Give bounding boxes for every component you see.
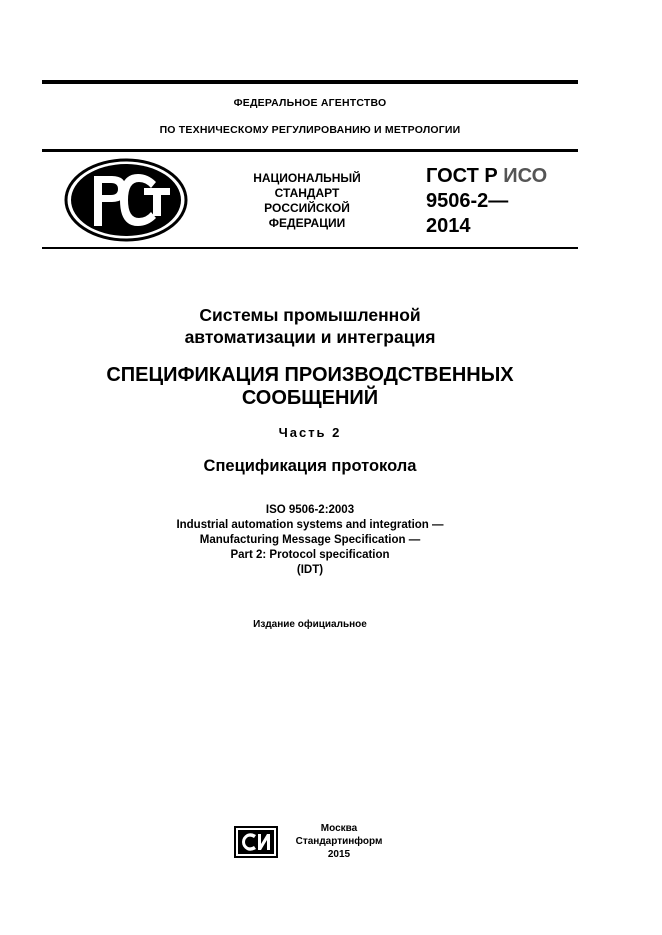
national-line-2: СТАНДАРТ [274, 186, 340, 200]
top-thick-rule [42, 80, 578, 84]
iso-line-4: Part 2: Protocol specification [230, 549, 390, 561]
main-title-line-2: СООБЩЕНИЙ [241, 387, 379, 409]
title-line-2: автоматизации и интеграция [184, 327, 436, 347]
edition-label: Издание официальное [253, 619, 367, 630]
main-title-line-1: СПЕЦИФИКАЦИЯ ПРОИЗВОДСТВЕННЫХ [106, 364, 514, 386]
title-line-1: Системы промышленной [199, 305, 421, 325]
code-iso: ИСО [503, 165, 548, 187]
iso-line-3: Manufacturing Message Specification — [199, 534, 421, 546]
national-line-3: РОССИЙСКОЙ [264, 201, 350, 215]
iso-line-5: (IDT) [296, 564, 324, 576]
publisher-city: Москва [320, 823, 358, 834]
standard-code [426, 164, 547, 239]
standartinform-logo-icon [234, 826, 278, 858]
code-number: 9506-2— [426, 190, 509, 212]
publisher-year: 2015 [327, 849, 351, 860]
code-prefix: ГОСТ Р [426, 165, 498, 187]
header-lower-rule [42, 247, 578, 249]
agency-line-1: ФЕДЕРАЛЬНОЕ АГЕНТСТВО [233, 97, 387, 109]
iso-line-2: Industrial automation systems and integration — [176, 519, 444, 531]
iso-line-1: ISO 9506-2:2003 [265, 504, 355, 516]
code-year: 2014 [426, 215, 471, 237]
publisher-info [288, 822, 390, 861]
national-line-1: НАЦИОНАЛЬНЫЙ [253, 171, 361, 185]
standard-code-line-1 [426, 164, 547, 189]
national-line-4: ФЕДЕРАЦИИ [268, 216, 346, 230]
header-upper-rule [42, 149, 578, 152]
subtitle: Спецификация протокола [203, 457, 417, 475]
iso-reference [0, 503, 620, 578]
agency-line-2: ПО ТЕХНИЧЕСКОМУ РЕГУЛИРОВАНИЮ И МЕТРОЛОГИИ [159, 124, 461, 136]
part-label: Часть 2 [278, 425, 342, 440]
publisher-name: Стандартинформ [295, 836, 383, 847]
national-standard-label [222, 171, 392, 231]
rst-mark-icon [64, 158, 188, 242]
